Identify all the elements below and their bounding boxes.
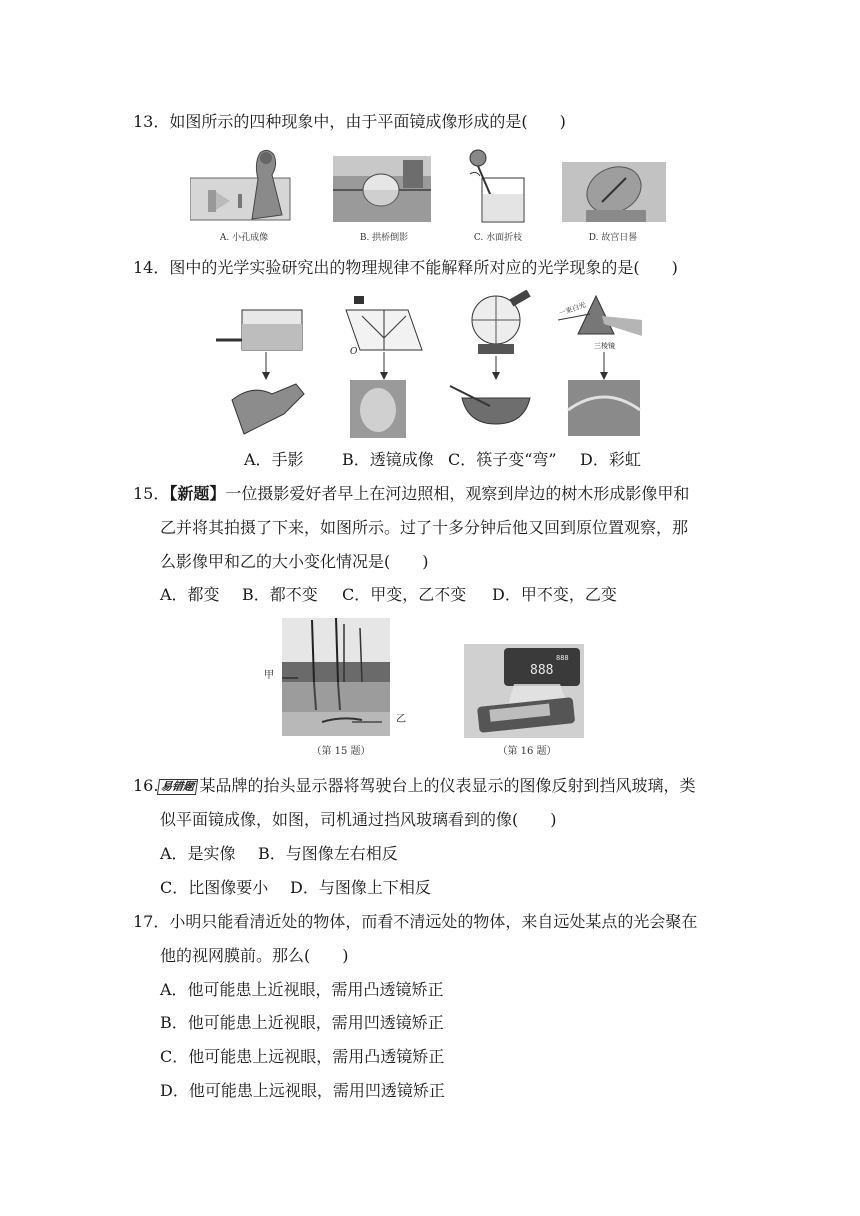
q16-options-row1 (160, 844, 398, 864)
q15-option-d[interactable]: D．甲不变，乙变 (492, 585, 617, 604)
q16-line1 (133, 776, 695, 796)
q16-caption: （第 16 题） (497, 746, 557, 757)
q15-caption: （第 15 题） (311, 746, 371, 757)
q17-option-d[interactable]: D．他可能患上远视眼，需用凹透镜矫正 (160, 1081, 445, 1100)
svg-text:888: 888 (530, 663, 554, 678)
q15-photo (282, 618, 390, 736)
q13-stem: 13．如图所示的四种现象中，由于平面镜成像形成的是( ) (133, 112, 566, 131)
q17-line1: 17．小明只能看清近处的物体，而看不清远处的物体，来自远处某点的光会聚在 (133, 912, 698, 931)
q15-line1-text: 一位摄影爱好者早上在河边照相，观察到岸边的树木形成影像甲和 (225, 484, 690, 503)
q14-option-b[interactable]: B．透镜成像 (342, 450, 434, 469)
q16-option-a[interactable]: A．是实像 (160, 844, 236, 863)
q15-option-b[interactable]: B．都不变 (242, 585, 318, 604)
q15-line3: 么影像甲和乙的大小变化情况是( ) (160, 552, 429, 571)
q14-option-a[interactable]: A．手影 (244, 450, 304, 469)
q17-line2: 他的视网膜前。那么( ) (160, 946, 349, 965)
q13-caption-c: C. 水面折枝 (473, 233, 523, 243)
q14-fig-a (216, 310, 304, 434)
q15-line2: 乙并将其拍摄了下来，如图所示。过了十多分钟后他又回到原位置观察，那 (160, 518, 689, 537)
q13-fig-d (562, 158, 666, 222)
q16-badge: 易错题 (157, 779, 198, 795)
q13-caption-d: D. 故宫日晷 (588, 233, 638, 243)
q13-caption-a: A. 小孔成像 (219, 233, 269, 243)
q17-option-c[interactable]: C．他可能患上远视眼，需用凸透镜矫正 (160, 1047, 445, 1066)
q13-caption-b: B. 拱桥倒影 (359, 233, 409, 243)
q16-option-b[interactable]: B．与图像左右相反 (258, 844, 398, 863)
q16-line2: 似平面镜成像，如图，司机通过挡风玻璃看到的像( ) (160, 810, 557, 829)
q14-fig-c (450, 290, 531, 424)
q15-options (160, 585, 617, 605)
q13-fig-a (190, 150, 290, 220)
q17-option-b[interactable]: B．他可能患上近视眼，需用凹透镜矫正 (160, 1013, 444, 1032)
q15-label-yi: 乙 (396, 714, 406, 725)
q16-option-d[interactable]: D．与图像上下相反 (290, 878, 431, 897)
svg-text:888: 888 (556, 654, 569, 662)
q14-stem: 14．图中的光学实验研究出的物理规律不能解释所对应的光学现象的是( ) (133, 258, 678, 277)
q17-option-a[interactable]: A．他可能患上近视眼，需用凸透镜矫正 (160, 980, 444, 999)
q16-number: 16. (133, 776, 159, 795)
q14-label-prism: 三棱镜 (594, 342, 615, 350)
q15-label-jia: 甲 (264, 670, 274, 681)
q13-figures (190, 148, 668, 228)
q16-photo (464, 644, 584, 738)
q15-option-c[interactable]: C．甲变，乙不变 (342, 585, 467, 604)
q14-label-white-light: 一束白光 (557, 300, 587, 318)
q16-line1-text: 某品牌的抬头显示器将驾驶台上的仪表显示的图像反射到挡风玻璃，类 (199, 776, 696, 795)
q16-option-c[interactable]: C．比图像要小 (160, 878, 269, 897)
q14-options (244, 450, 641, 470)
q15-line1: 15．【新题】一位摄影爱好者早上在河边照相，观察到岸边的树木形成影像甲和 (133, 484, 690, 503)
q14-option-c[interactable]: C．筷子变“弯” (448, 450, 557, 469)
q14-fig-b (346, 296, 422, 438)
q14-option-d[interactable]: D．彩虹 (580, 450, 641, 469)
q15-option-a[interactable]: A．都变 (160, 585, 220, 604)
q14-label-o: O (350, 347, 358, 357)
q16-options-row2 (160, 878, 431, 898)
q14-fig-d (558, 296, 642, 436)
q13-fig-c (470, 150, 524, 222)
q15-tag: 【新题】 (169, 484, 226, 503)
q13-fig-b (333, 156, 431, 222)
q14-figures (214, 290, 646, 440)
